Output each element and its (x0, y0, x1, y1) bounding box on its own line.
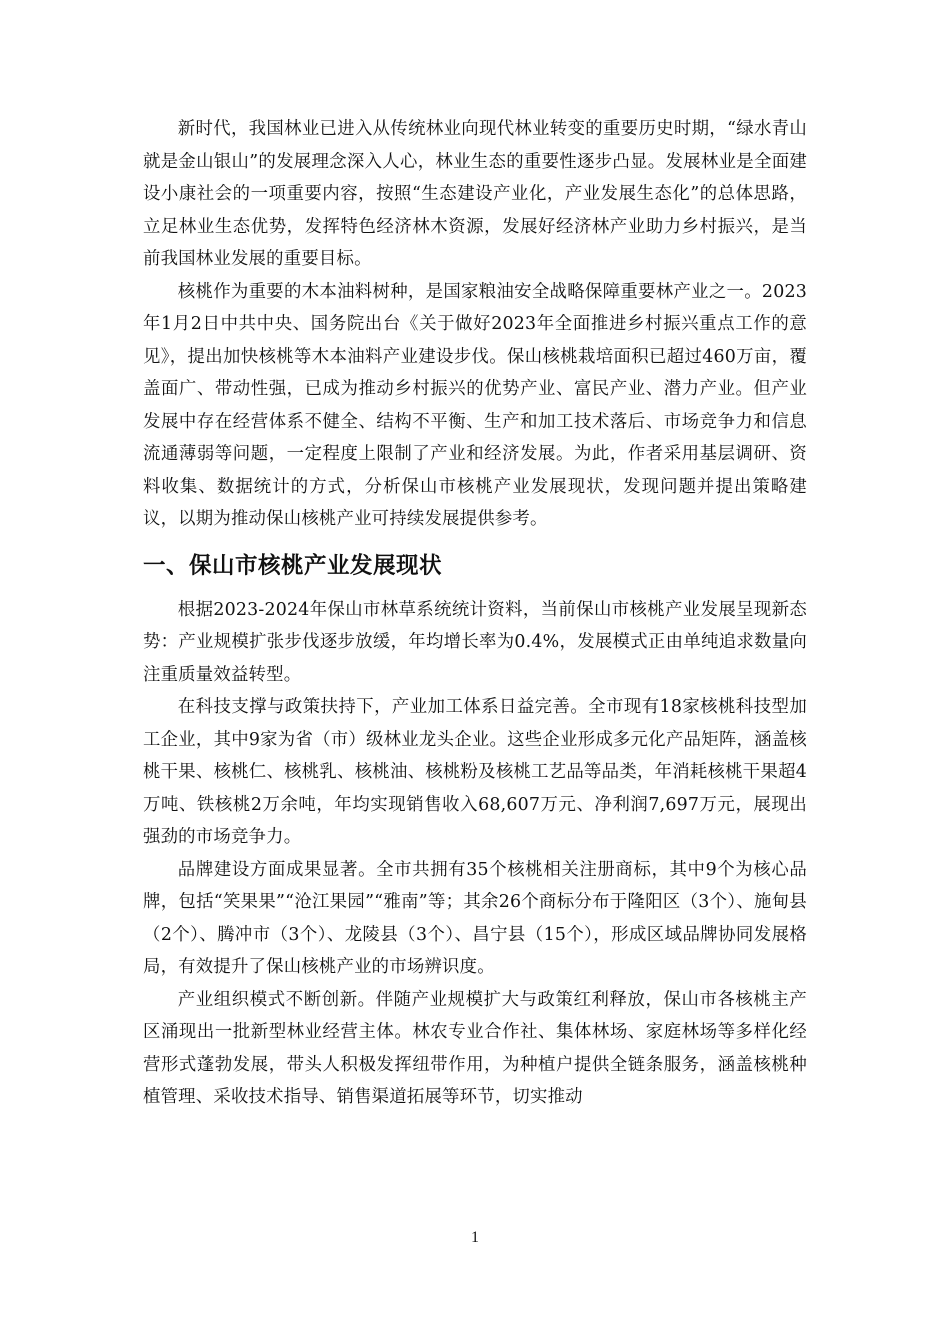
section-paragraph-1: 根据2023-2024年保山市林草系统统计资料，当前保山市核桃产业发展呈现新态势：产业规模扩张步伐逐步放缓，年均增长率为0.4%，发展模式正由单纯追求数量向注重质量效益转型。 (143, 599, 807, 685)
section-heading: 一、保山市核桃产业发展现状 (143, 552, 443, 579)
document-body (143, 113, 807, 1114)
section-paragraph-4: 产业组织模式不断创新。伴随产业规模扩大与政策红利释放，保山市各核桃主产区涌现出一批新型林业经营主体。林农专业合作社、集体林场、家庭林场等多样化经营形式蓬勃发展，带头人积极发挥纽带作用，为种植户提供全链条服务，涵盖核桃种植管理、采收技术指导、销售渠道拓展等环节，切实推动 (143, 989, 807, 1107)
intro-paragraph-2: 核桃作为重要的木本油料树种，是国家粮油安全战略保障重要林产业之一。2023年1月2日中共中央、国务院出台《关于做好2023年全面推进乡村振兴重点工作的意见》，提出加快核桃等木本油料产业建设步伐。保山核桃栽培面积已超过460万亩，覆盖面广、带动性强，已成为推动乡村振兴的优势产业、富民产业、潜力产业。但产业发展中存在经营体系不健全、结构不平衡、生产和加工技术落后、市场竞争力和信息流通薄弱等问题，一定程度上限制了产业和经济发展。为此，作者采用基层调研、资料收集、数据统计的方式，分析保山市核桃产业发展现状，发现问题并提出策略建议，以期为推动保山核桃产业可持续发展提供参考。 (143, 281, 807, 529)
section-paragraph-2: 在科技支撑与政策扶持下，产业加工体系日益完善。全市现有18家核桃科技型加工企业，其中9家为省（市）级林业龙头企业。这些企业形成多元化产品矩阵，涵盖核桃干果、核桃仁、核桃乳、核桃油、核桃粉及核桃工艺品等品类，年消耗核桃干果超4万吨、铁核桃2万余吨，年均实现销售收入68,607万元、净利润7,697万元，展现出强劲的市场竞争力。 (143, 697, 807, 847)
section-paragraph-3: 品牌建设方面成果显著。全市共拥有35个核桃相关注册商标，其中9个为核心品牌，包括“笑果果”“沧江果园”“雅南”等；其余26个商标分布于隆阳区（3个）、施甸县（2个）、腾冲市（3个）、龙陵县（3个）、昌宁县（15个），形成区域品牌协同发展格局，有效提升了保山核桃产业的市场辨识度。 (143, 859, 807, 977)
intro-paragraph-1: 新时代，我国林业已进入从传统林业向现代林业转变的重要历史时期，“绿水青山就是金山银山”的发展理念深入人心，林业生态的重要性逐步凸显。发展林业是全面建设小康社会的一项重要内容，按照“生态建设产业化，产业发展生态化”的总体思路，立足林业生态优势，发挥特色经济林木资源，发展好经济林产业助力乡村振兴，是当前我国林业发展的重要目标。 (143, 119, 807, 269)
page-number: 1 (471, 1229, 479, 1246)
